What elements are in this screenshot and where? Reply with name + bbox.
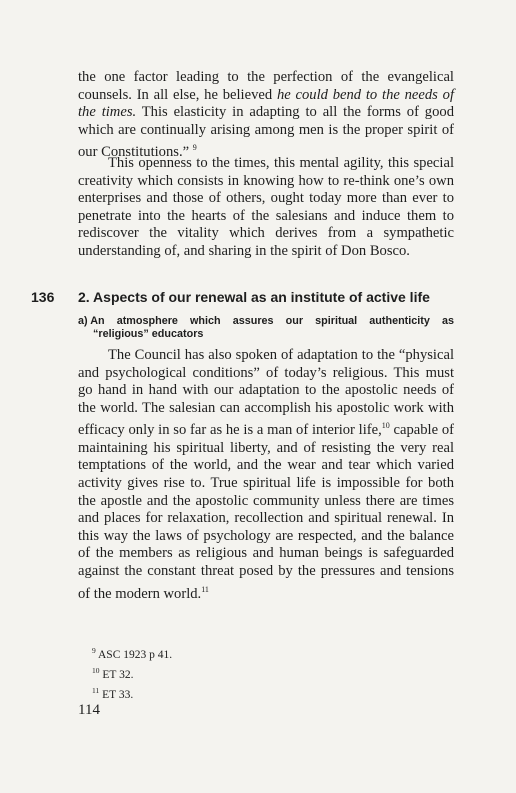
subsection-word: which [190,315,221,327]
subsection-word: spiritual [315,315,358,327]
footnote-number: 11 [92,685,100,695]
paragraph-1 [78,69,454,162]
section-number: 136 [31,289,55,305]
paragraph-1-emphasis: he could bend to the needs of the times. [78,86,454,121]
paragraph-3-text-a: The Council has also spoken of adaptation to the “physical and psychological conditions” of today’s religious. This must go hand in hand with our adaptation to the apostolic needs of the world. The salesian can accomplish his apostolic work with efficacy only in so far as he is a man of interior life, [78,347,454,439]
subsection-word: a) An [78,315,105,327]
subsection-heading-line2: “religious” educators [93,327,204,340]
paragraph-1-text-b: This elasticity in adapting to all the forms of good which are continually arising among men is the proper spirit of our Constitutions.” [78,104,454,161]
footnote-number: 10 [92,665,100,675]
subsection-heading-line1 [78,315,454,328]
footnote-ref-9: 9 [192,143,197,153]
footnote-number: 9 [92,646,96,655]
footnote [92,663,172,683]
subsection-heading [78,315,454,340]
footnote-ref-10: 10 [381,421,390,431]
subsection-word: our [285,315,304,327]
paragraph-3-text-b: capable of maintaining his spiritual liberty, and of resisting the very real temptations of the world, and the wear and tear which varied activity gives rise to. True spiritual life is impossible for both the apostle and the apostolic community unless there are times and places for relaxation, recollection and spiritual renewal. In this way the laws of psychology are respected, and the balance of the members as religious and human beings is safeguarded against the constant threat posed by the pressures and tensions of the modern world. [78,422,454,602]
subsection-word: as [441,315,454,327]
page-number: 114 [78,702,100,718]
footnote-text: ASC 1923 p 41. [98,648,173,661]
paragraph-3 [78,347,454,603]
subsection-word: assures [232,315,274,327]
footnote [92,643,172,663]
paragraph-2-text: This openness to the times, this mental agility, this special creativity which consists in knowing how to re-think one’s own enterprises and those of others, ought today more than ever to penetrate into the hearts of the salesians and induce them to rediscover the vitality which derives from a sympathetic understanding of, and sharing in the spirit of Don Bosco. [78,155,454,259]
footnote-text: ET 33. [102,688,134,701]
subsection-word: atmosphere [116,315,178,327]
footnote [92,683,172,703]
paragraph-1-text-a: the one factor leading to the perfection of the evangelical counsels. In all else, he believed [78,69,454,103]
paragraph-2 [78,155,454,261]
section-heading: 2. Aspects of our renewal as an institute of active life [78,289,430,305]
footnote-text: ET 32. [102,668,134,681]
footnote-ref-11: 11 [201,584,209,594]
subsection-word: authenticity [369,315,430,327]
footnotes [92,643,172,702]
